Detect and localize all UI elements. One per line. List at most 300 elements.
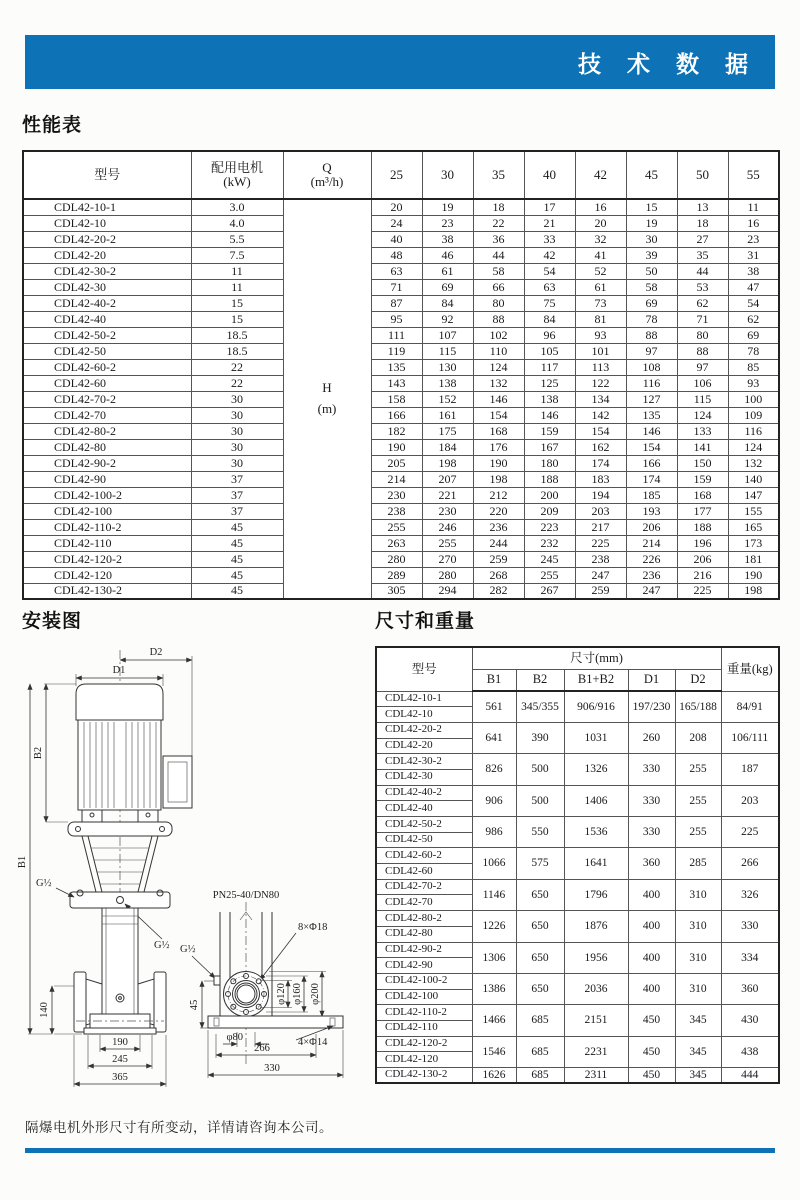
cell: 285 bbox=[675, 848, 721, 879]
cell: 198 bbox=[473, 471, 524, 487]
cell: 217 bbox=[575, 519, 626, 535]
cell: 330 bbox=[628, 754, 675, 785]
cell: 158 bbox=[371, 391, 422, 407]
cell: 36 bbox=[473, 231, 524, 247]
col-flow-35: 35 bbox=[473, 151, 524, 199]
cell: 45 bbox=[191, 535, 283, 551]
cell: 30 bbox=[191, 407, 283, 423]
cell: 7.5 bbox=[191, 247, 283, 263]
performance-row bbox=[23, 519, 779, 535]
cell: 2231 bbox=[564, 1036, 628, 1067]
cell: 238 bbox=[371, 503, 422, 519]
cell: 135 bbox=[626, 407, 677, 423]
cell: 334 bbox=[721, 942, 779, 973]
cell: 345 bbox=[675, 1068, 721, 1084]
cell: 111 bbox=[371, 327, 422, 343]
cell: 166 bbox=[626, 455, 677, 471]
motor-stool bbox=[68, 822, 172, 836]
cell: 198 bbox=[422, 455, 473, 471]
cell: 146 bbox=[524, 407, 575, 423]
cell: CDL42-20-2 bbox=[23, 231, 191, 247]
cell: 247 bbox=[626, 583, 677, 599]
dimensions-row bbox=[376, 754, 779, 770]
col-weight: 重量(kg) bbox=[721, 647, 779, 691]
cell: 183 bbox=[575, 471, 626, 487]
cell: 650 bbox=[516, 973, 564, 1004]
dim-phi120-label: φ120 bbox=[276, 983, 287, 1005]
performance-row bbox=[23, 343, 779, 359]
cell: 162 bbox=[575, 439, 626, 455]
cell: 185 bbox=[626, 487, 677, 503]
performance-row bbox=[23, 503, 779, 519]
cell: 130 bbox=[422, 359, 473, 375]
cell: 181 bbox=[728, 551, 779, 567]
cell: CDL42-110 bbox=[23, 535, 191, 551]
cell: 1406 bbox=[564, 785, 628, 816]
cell: 174 bbox=[575, 455, 626, 471]
cell: 96 bbox=[524, 327, 575, 343]
cell: CDL42-100-2 bbox=[376, 973, 472, 989]
cell: 238 bbox=[575, 551, 626, 567]
cell: 259 bbox=[473, 551, 524, 567]
dimensions-row bbox=[376, 1036, 779, 1052]
cell: 62 bbox=[728, 311, 779, 327]
cell: 147 bbox=[728, 487, 779, 503]
motor-cap bbox=[76, 684, 163, 720]
dim-140-label: 140 bbox=[39, 1002, 50, 1018]
cell: 2311 bbox=[564, 1068, 628, 1084]
cell: 13 bbox=[677, 199, 728, 215]
cell: 37 bbox=[191, 503, 283, 519]
cell: 154 bbox=[575, 423, 626, 439]
cell: 182 bbox=[371, 423, 422, 439]
header-bar bbox=[25, 35, 775, 89]
cell: 108 bbox=[626, 359, 677, 375]
cell: 140 bbox=[728, 471, 779, 487]
cell: CDL42-40 bbox=[376, 801, 472, 817]
cell: 173 bbox=[728, 535, 779, 551]
cell: 360 bbox=[721, 973, 779, 1004]
cell: CDL42-30-2 bbox=[23, 263, 191, 279]
performance-row bbox=[23, 247, 779, 263]
performance-row bbox=[23, 391, 779, 407]
dimensions-row bbox=[376, 1068, 779, 1084]
cell: CDL42-30 bbox=[23, 279, 191, 295]
discharge-flange bbox=[154, 972, 166, 1032]
cell: 3.0 bbox=[191, 199, 283, 215]
cell: 117 bbox=[524, 359, 575, 375]
cell: 255 bbox=[675, 817, 721, 848]
cell: 88 bbox=[677, 343, 728, 359]
cell: 132 bbox=[473, 375, 524, 391]
col-b1: B1 bbox=[472, 669, 516, 691]
cell: 125 bbox=[524, 375, 575, 391]
cell: 38 bbox=[422, 231, 473, 247]
cell: 282 bbox=[473, 583, 524, 599]
cell: 155 bbox=[728, 503, 779, 519]
cell: 575 bbox=[516, 848, 564, 879]
cell: 159 bbox=[677, 471, 728, 487]
col-d2: D2 bbox=[675, 669, 721, 691]
cell: 225 bbox=[575, 535, 626, 551]
cell: 46 bbox=[422, 247, 473, 263]
cell: 4.0 bbox=[191, 215, 283, 231]
dimensions-row bbox=[376, 817, 779, 833]
cell: 225 bbox=[677, 583, 728, 599]
cell: 66 bbox=[473, 279, 524, 295]
col-flow-line2: (m³/h) bbox=[310, 174, 344, 189]
cell: 255 bbox=[675, 785, 721, 816]
cell: 168 bbox=[473, 423, 524, 439]
g-half-label-3: G½ bbox=[180, 944, 196, 955]
cell: 32 bbox=[575, 231, 626, 247]
cell: CDL42-110 bbox=[376, 1020, 472, 1036]
cell: 906/916 bbox=[564, 691, 628, 722]
cell: CDL42-50-2 bbox=[376, 817, 472, 833]
cell: 20 bbox=[575, 215, 626, 231]
dimensions-row bbox=[376, 942, 779, 958]
cell: CDL42-120-2 bbox=[376, 1036, 472, 1052]
cell: 270 bbox=[422, 551, 473, 567]
cell: 685 bbox=[516, 1005, 564, 1036]
cell: 166 bbox=[371, 407, 422, 423]
cell: 208 bbox=[675, 722, 721, 753]
cell: CDL42-50-2 bbox=[23, 327, 191, 343]
cell: 127 bbox=[626, 391, 677, 407]
cell: 263 bbox=[371, 535, 422, 551]
cell: 310 bbox=[675, 973, 721, 1004]
cell: 1796 bbox=[564, 879, 628, 910]
drain-port bbox=[214, 976, 220, 985]
cell: 58 bbox=[626, 279, 677, 295]
cell: 152 bbox=[422, 391, 473, 407]
cell: CDL42-70 bbox=[23, 407, 191, 423]
cell: CDL42-80-2 bbox=[23, 423, 191, 439]
cell: 115 bbox=[422, 343, 473, 359]
cell: 236 bbox=[473, 519, 524, 535]
cell: 390 bbox=[516, 722, 564, 753]
terminal-box bbox=[163, 756, 192, 808]
cell: 48 bbox=[371, 247, 422, 263]
cell: CDL42-10 bbox=[376, 707, 472, 723]
cell: 78 bbox=[626, 311, 677, 327]
col-flow-line1: Q bbox=[322, 160, 332, 176]
cell: 226 bbox=[626, 551, 677, 567]
cell: 16 bbox=[575, 199, 626, 215]
cell: 138 bbox=[524, 391, 575, 407]
cell: 150 bbox=[677, 455, 728, 471]
cell: 345/355 bbox=[516, 691, 564, 722]
cell: 2151 bbox=[564, 1005, 628, 1036]
cell: 88 bbox=[473, 311, 524, 327]
cell: 310 bbox=[675, 942, 721, 973]
dim-b2-label: B2 bbox=[33, 746, 44, 760]
cell: 39 bbox=[626, 247, 677, 263]
cell: CDL42-90-2 bbox=[23, 455, 191, 471]
cell: 450 bbox=[628, 1005, 675, 1036]
cell: 826 bbox=[472, 754, 516, 785]
cell: 119 bbox=[371, 343, 422, 359]
performance-row bbox=[23, 439, 779, 455]
cell: 246 bbox=[422, 519, 473, 535]
cell: 1146 bbox=[472, 879, 516, 910]
cell: 69 bbox=[728, 327, 779, 343]
cell: 84 bbox=[422, 295, 473, 311]
cell: 165/188 bbox=[675, 691, 721, 722]
cell: 450 bbox=[628, 1036, 675, 1067]
cell: 236 bbox=[626, 567, 677, 583]
dim-d2-label: D2 bbox=[149, 647, 163, 658]
cell: 230 bbox=[371, 487, 422, 503]
col-flow-25: 25 bbox=[371, 151, 422, 199]
cell: CDL42-80 bbox=[376, 926, 472, 942]
cell: 93 bbox=[575, 327, 626, 343]
cell: CDL42-90 bbox=[376, 958, 472, 974]
performance-row bbox=[23, 327, 779, 343]
performance-row bbox=[23, 311, 779, 327]
dim-b1-label: B1 bbox=[17, 855, 28, 869]
cell: 87 bbox=[371, 295, 422, 311]
cell: 50 bbox=[626, 263, 677, 279]
cell: 225 bbox=[721, 817, 779, 848]
cell: 247 bbox=[575, 567, 626, 583]
performance-row bbox=[23, 375, 779, 391]
cell: CDL42-30-2 bbox=[376, 754, 472, 770]
cell: 63 bbox=[524, 279, 575, 295]
cell: 143 bbox=[371, 375, 422, 391]
cell: 400 bbox=[628, 911, 675, 942]
cell: 20 bbox=[371, 199, 422, 215]
cell: 135 bbox=[371, 359, 422, 375]
cell: 206 bbox=[626, 519, 677, 535]
cell: 330 bbox=[628, 817, 675, 848]
col-motor-line1: 配用电机 bbox=[210, 160, 263, 176]
cell: 176 bbox=[473, 439, 524, 455]
cell: 19 bbox=[626, 215, 677, 231]
cell: 22 bbox=[191, 375, 283, 391]
cell: 5.5 bbox=[191, 231, 283, 247]
cell: 216 bbox=[677, 567, 728, 583]
cell: 134 bbox=[575, 391, 626, 407]
cell: 167 bbox=[524, 439, 575, 455]
cell: 54 bbox=[524, 263, 575, 279]
dimensions-row bbox=[376, 911, 779, 927]
installation-heading: 安装图 bbox=[22, 610, 83, 632]
cell: 207 bbox=[422, 471, 473, 487]
cell: 80 bbox=[473, 295, 524, 311]
cell: 142 bbox=[575, 407, 626, 423]
performance-row bbox=[23, 231, 779, 247]
cell: 102 bbox=[473, 327, 524, 343]
cell: 400 bbox=[628, 973, 675, 1004]
cell: 220 bbox=[473, 503, 524, 519]
dim-45-label: 45 bbox=[189, 999, 200, 1011]
head-unit-cell: H (m) bbox=[283, 199, 371, 599]
cell: 259 bbox=[575, 583, 626, 599]
cell: 1626 bbox=[472, 1068, 516, 1084]
cell: 330 bbox=[628, 785, 675, 816]
cell: 37 bbox=[191, 471, 283, 487]
cell: 1306 bbox=[472, 942, 516, 973]
cell: 255 bbox=[524, 567, 575, 583]
cell: 214 bbox=[371, 471, 422, 487]
cell: 110 bbox=[473, 343, 524, 359]
cell: 2036 bbox=[564, 973, 628, 1004]
col-flow-50: 50 bbox=[677, 151, 728, 199]
cell: 116 bbox=[626, 375, 677, 391]
cell: 63 bbox=[371, 263, 422, 279]
suction-flange bbox=[74, 972, 86, 1032]
cell: 133 bbox=[677, 423, 728, 439]
cell: 280 bbox=[422, 567, 473, 583]
performance-row bbox=[23, 279, 779, 295]
cell: 430 bbox=[721, 1005, 779, 1036]
cell: 75 bbox=[524, 295, 575, 311]
cell: 266 bbox=[721, 848, 779, 879]
cell: 177 bbox=[677, 503, 728, 519]
cell: 101 bbox=[575, 343, 626, 359]
installation-diagram bbox=[16, 634, 368, 1104]
cell: 650 bbox=[516, 911, 564, 942]
cell: 1226 bbox=[472, 911, 516, 942]
cell: CDL42-40-2 bbox=[23, 295, 191, 311]
cell: 124 bbox=[677, 407, 728, 423]
cell: 58 bbox=[473, 263, 524, 279]
performance-row bbox=[23, 551, 779, 567]
cell: 165 bbox=[728, 519, 779, 535]
performance-row bbox=[23, 471, 779, 487]
cell: 45 bbox=[191, 567, 283, 583]
cell: 38 bbox=[728, 263, 779, 279]
col-flow-55: 55 bbox=[728, 151, 779, 199]
cell: 80 bbox=[677, 327, 728, 343]
cell: 31 bbox=[728, 247, 779, 263]
cell: 105 bbox=[524, 343, 575, 359]
cell: 255 bbox=[422, 535, 473, 551]
dim-d1-label: D1 bbox=[112, 665, 126, 676]
cell: 30 bbox=[191, 391, 283, 407]
dimensions-row bbox=[376, 848, 779, 864]
cell: 27 bbox=[677, 231, 728, 247]
cell: 188 bbox=[524, 471, 575, 487]
cell: 78 bbox=[728, 343, 779, 359]
cell: 184 bbox=[422, 439, 473, 455]
dimensions-header-row-1 bbox=[376, 647, 779, 669]
cell: 550 bbox=[516, 817, 564, 848]
dim-190-label: 190 bbox=[112, 1037, 128, 1048]
cell: 221 bbox=[422, 487, 473, 503]
dimensions-row bbox=[376, 1005, 779, 1021]
cell: 294 bbox=[422, 583, 473, 599]
cell: 71 bbox=[371, 279, 422, 295]
cell: 52 bbox=[575, 263, 626, 279]
cell: 1326 bbox=[564, 754, 628, 785]
cell: 345 bbox=[675, 1005, 721, 1036]
cell: 109 bbox=[728, 407, 779, 423]
cell: 450 bbox=[628, 1068, 675, 1084]
cell: 188 bbox=[677, 519, 728, 535]
performance-row bbox=[23, 567, 779, 583]
cell: 214 bbox=[626, 535, 677, 551]
cell: CDL42-60 bbox=[376, 864, 472, 880]
dim-330-label: 330 bbox=[264, 1063, 280, 1074]
cell: 310 bbox=[675, 879, 721, 910]
cell: 180 bbox=[524, 455, 575, 471]
cell: 106/111 bbox=[721, 722, 779, 753]
cell: 906 bbox=[472, 785, 516, 816]
cell: 88 bbox=[626, 327, 677, 343]
cell: 400 bbox=[628, 879, 675, 910]
col-b2: B2 bbox=[516, 669, 564, 691]
cell: 92 bbox=[422, 311, 473, 327]
cell: 159 bbox=[524, 423, 575, 439]
col-b1b2: B1+B2 bbox=[564, 669, 628, 691]
performance-row bbox=[23, 407, 779, 423]
cell: CDL42-80 bbox=[23, 439, 191, 455]
dimensions-row bbox=[376, 691, 779, 707]
cell: 61 bbox=[422, 263, 473, 279]
cell: 124 bbox=[728, 439, 779, 455]
cell: 11 bbox=[191, 263, 283, 279]
col-flow bbox=[283, 151, 371, 199]
cell: 61 bbox=[575, 279, 626, 295]
cell: 40 bbox=[371, 231, 422, 247]
performance-row bbox=[23, 423, 779, 439]
performance-row bbox=[23, 583, 779, 599]
footer-note: 隔爆电机外形尺寸有所变动，详情请咨询本公司。 bbox=[25, 1120, 333, 1135]
cell: CDL42-20 bbox=[376, 738, 472, 754]
cell: 85 bbox=[728, 359, 779, 375]
dim-phi80-label: φ80 bbox=[226, 1032, 243, 1043]
cell: CDL42-10 bbox=[23, 215, 191, 231]
cell: 168 bbox=[677, 487, 728, 503]
cell: 203 bbox=[575, 503, 626, 519]
cell: 18 bbox=[677, 215, 728, 231]
cell: 23 bbox=[422, 215, 473, 231]
cell: 190 bbox=[473, 455, 524, 471]
cell: 18.5 bbox=[191, 343, 283, 359]
cell: CDL42-60 bbox=[23, 375, 191, 391]
cell: 97 bbox=[677, 359, 728, 375]
performance-heading: 性能表 bbox=[22, 114, 83, 136]
cell: 81 bbox=[575, 311, 626, 327]
cell: 190 bbox=[728, 567, 779, 583]
cell: 360 bbox=[628, 848, 675, 879]
dim-phi200-label: φ200 bbox=[310, 983, 321, 1005]
cell: CDL42-40-2 bbox=[376, 785, 472, 801]
cell: CDL42-20-2 bbox=[376, 722, 472, 738]
col-d1: D1 bbox=[628, 669, 675, 691]
cell: CDL42-70-2 bbox=[376, 879, 472, 895]
cell: 124 bbox=[473, 359, 524, 375]
cell: 685 bbox=[516, 1036, 564, 1067]
cell: CDL42-10-1 bbox=[23, 199, 191, 215]
performance-row bbox=[23, 215, 779, 231]
cell: 305 bbox=[371, 583, 422, 599]
cell: CDL42-90-2 bbox=[376, 942, 472, 958]
cell: 223 bbox=[524, 519, 575, 535]
cell: 245 bbox=[524, 551, 575, 567]
bolt-4-label: 4×Φ14 bbox=[298, 1037, 328, 1048]
dimensions-heading: 尺寸和重量 bbox=[375, 610, 476, 632]
cell: 197/230 bbox=[628, 691, 675, 722]
cell: 154 bbox=[626, 439, 677, 455]
performance-header-row bbox=[23, 151, 779, 199]
dim-phi160-label: φ160 bbox=[292, 983, 303, 1005]
performance-row bbox=[23, 199, 779, 215]
cell: 1536 bbox=[564, 817, 628, 848]
cell: 146 bbox=[473, 391, 524, 407]
